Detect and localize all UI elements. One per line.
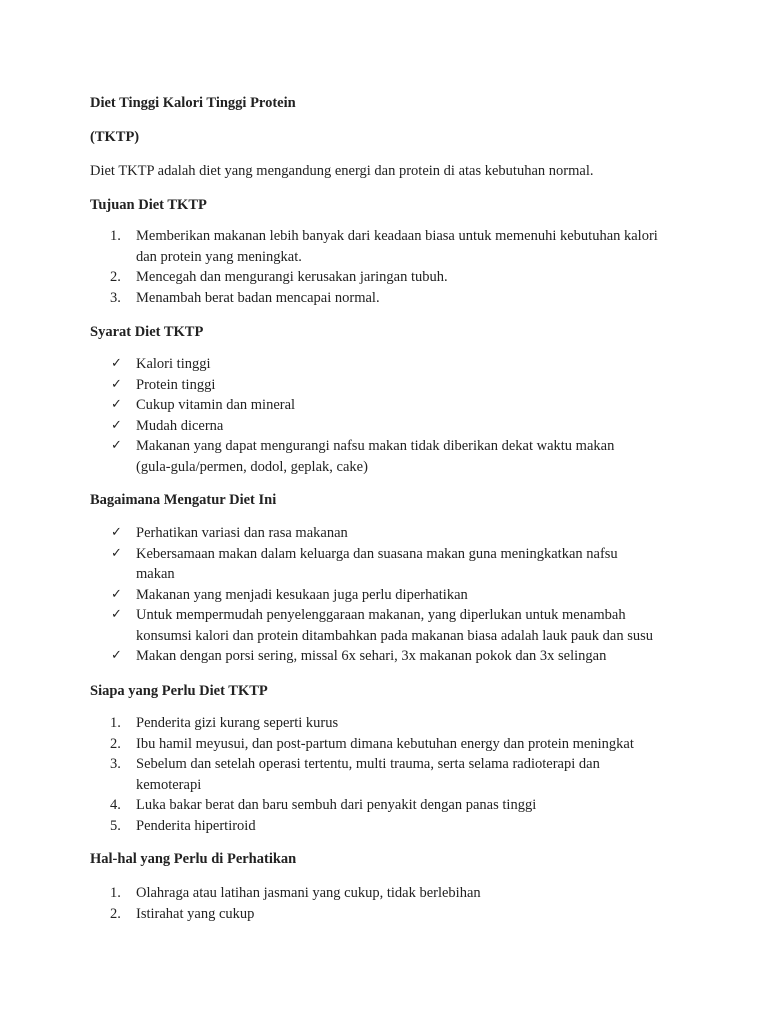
checkmark-icon: ✓: [111, 607, 122, 622]
list-item-text: Mudah dicerna: [136, 417, 224, 434]
checkmark-icon: ✓: [111, 376, 122, 392]
list-item: [0, 436, 696, 477]
list-item: [0, 734, 696, 755]
list-item: [0, 816, 696, 837]
list-number: 1.: [110, 715, 121, 731]
list-item-text: Mencegah dan mengurangi kerusakan jaringan tubuh.: [136, 269, 448, 285]
list-item: [0, 267, 696, 288]
list-item-text: Penderita gizi kurang seperti kurus: [136, 715, 339, 731]
list-item: [0, 375, 696, 396]
list-item-text: Kalori tinggi: [136, 356, 211, 372]
bagaimana-list: [0, 523, 768, 667]
list-item-text: Olahraga atau latihan jasmani yang cukup, tidak berlebihan: [136, 885, 481, 901]
syarat-list: [0, 354, 768, 477]
checkmark-icon: ✓: [111, 397, 122, 412]
list-item: [0, 354, 696, 375]
list-item-text: Memberikan makanan lebih banyak dari keadaan biasa untuk memenuhi kebutuhan kalori: [136, 228, 658, 244]
list-item-text: Makanan yang dapat mengurangi nafsu makan tidak diberikan dekat waktu makan: [136, 438, 615, 454]
checkmark-icon: ✓: [111, 438, 122, 453]
list-item-text: Istirahat yang cukup: [136, 905, 255, 922]
section-heading-tujuan: Tujuan Diet TKTP: [90, 197, 207, 213]
list-item-text: Sebelum dan setelah operasi tertentu, multi trauma, serta selama radioterapi dan: [136, 756, 600, 772]
section-heading-bagaimana: Bagaimana Mengatur Diet Ini: [90, 492, 277, 508]
checkmark-icon: ✓: [111, 356, 122, 371]
list-item-text: Protein tinggi: [136, 376, 216, 393]
checkmark-icon: ✓: [111, 525, 122, 540]
list-number: 3.: [110, 289, 121, 306]
list-number: 1.: [110, 885, 121, 901]
list-item-text: Makan dengan porsi sering, missal 6x sehari, 3x makanan pokok dan 3x selingan: [136, 648, 607, 664]
section-heading-syarat: Syarat Diet TKTP: [90, 324, 204, 340]
list-item: [0, 754, 696, 795]
list-item: [0, 904, 696, 925]
list-item-text: makan: [136, 566, 175, 582]
list-number: 2.: [110, 269, 121, 285]
checkmark-icon: ✓: [111, 545, 122, 561]
intro-paragraph: Diet TKTP adalah diet yang mengandung energi dan protein di atas kebutuhan normal.: [90, 163, 594, 179]
checkmark-icon: ✓: [111, 648, 122, 663]
list-item-text: kemoterapi: [136, 776, 202, 793]
document-subtitle: (TKTP): [90, 129, 140, 145]
checkmark-icon: ✓: [111, 586, 122, 602]
list-item: [0, 795, 696, 816]
siapa-list: [0, 713, 768, 836]
checkmark-icon: ✓: [111, 417, 122, 433]
list-item: [0, 544, 696, 585]
list-number: 3.: [110, 756, 121, 772]
list-number: 5.: [110, 817, 121, 834]
list-item: [0, 585, 696, 606]
list-item-text: Makanan yang menjadi kesukaan juga perlu diperhatikan: [136, 586, 468, 603]
halhal-list: [0, 883, 768, 924]
list-number: 2.: [110, 735, 121, 752]
list-item: [0, 646, 696, 667]
list-item-text: konsumsi kalori dan protein ditambahkan pada makanan biasa adalah lauk pauk dan susu: [136, 627, 654, 644]
list-item: [0, 395, 696, 416]
section-heading-siapa: Siapa yang Perlu Diet TKTP: [90, 683, 268, 699]
list-item-text: Perhatikan variasi dan rasa makanan: [136, 525, 348, 541]
list-item: [0, 713, 696, 734]
list-item: [0, 605, 696, 646]
list-number: 4.: [110, 797, 121, 813]
list-item-text: Untuk mempermudah penyelenggaraan makanan, yang diperlukan untuk menambah: [136, 607, 626, 623]
list-item: [0, 883, 696, 904]
list-item-text: Penderita hipertiroid: [136, 817, 256, 834]
list-number: 1.: [110, 228, 121, 244]
tujuan-list: [0, 226, 768, 308]
list-item: [0, 226, 696, 267]
list-item-text: Menambah berat badan mencapai normal.: [136, 289, 380, 306]
list-item-text: Kebersamaan makan dalam keluarga dan suasana makan guna meningkatkan nafsu: [136, 545, 618, 562]
list-item-text: Luka bakar berat dan baru sembuh dari penyakit dengan panas tinggi: [136, 797, 537, 813]
list-item: [0, 288, 696, 309]
document-title: Diet Tinggi Kalori Tinggi Protein: [90, 95, 296, 111]
list-item-text: dan protein yang meningkat.: [136, 248, 302, 265]
list-item-text: Cukup vitamin dan mineral: [136, 397, 296, 413]
list-item-text: (gula-gula/permen, dodol, geplak, cake): [136, 458, 368, 475]
list-item: [0, 523, 696, 544]
list-item: [0, 416, 696, 437]
list-number: 2.: [110, 905, 121, 922]
list-item-text: Ibu hamil meyusui, dan post-partum dimana kebutuhan energy dan protein meningkat: [136, 735, 634, 752]
section-heading-halhal: Hal-hal yang Perlu di Perhatikan: [90, 851, 297, 867]
